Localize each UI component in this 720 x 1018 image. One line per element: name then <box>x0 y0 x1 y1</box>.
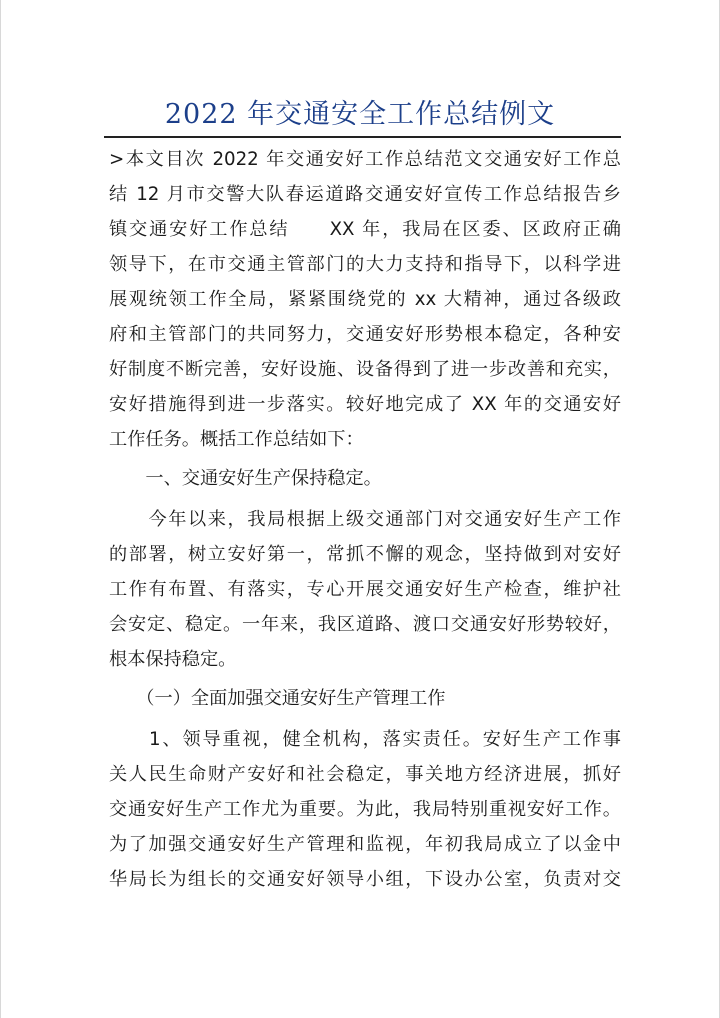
section-heading: 一、交通安好生产保持稳定。 <box>109 468 382 489</box>
text-line: 展观统领工作全局，紧紧围绕党的 xx 大精神，通过各级政 <box>109 289 621 310</box>
text-line: 华局长为组长的交通安好领导小组，下设办公室，负责对交 <box>109 869 621 890</box>
text-line: 1、领导重视，健全机构，落实责任。安好生产工作事 <box>109 729 621 750</box>
text-line: 为了加强交通安好生产管理和监视，年初我局成立了以金中 <box>109 834 621 855</box>
text-line: 府和主管部门的共同努力，交通安好形势根本稳定，各种安 <box>109 324 621 345</box>
document-title: 2022 年交通安全工作总结例文 <box>164 99 556 130</box>
text-line: >本文目次 2022 年交通安好工作总结范文交通安好工作总 <box>109 149 621 170</box>
text-line: 镇交通安好工作总结 XX 年，我局在区委、区政府正确 <box>109 219 621 240</box>
title-underline <box>104 136 621 138</box>
text-line: 工作有布置、有落实，专心开展交通安好生产检查，维护社 <box>109 579 621 600</box>
text-line: 关人民生命财产安好和社会稳定，事关地方经济进展，抓好 <box>109 764 621 785</box>
text-line: 工作任务。概括工作总结如下： <box>109 429 364 450</box>
text-line: 安好措施得到进一步落实。较好地完成了 XX 年的交通安好 <box>109 394 621 415</box>
text-line: 交通安好生产工作尤为重要。为此，我局特别重视安好工作。 <box>109 799 621 820</box>
text-line: 会安定、稳定。一年来，我区道路、渡口交通安好形势较好， <box>109 614 621 635</box>
text-line: 的部署，树立安好第一，常抓不懈的观念，坚持做到对安好 <box>109 544 621 565</box>
document-body <box>109 142 621 897</box>
text-line: 领导下，在市交通主管部门的大力支持和指导下，以科学进 <box>109 254 621 275</box>
text-line: 今年以来，我局根据上级交通部门对交通安好生产工作 <box>109 509 621 530</box>
text-line: 好制度不断完善，安好设施、设备得到了进一步改善和充实， <box>109 359 621 380</box>
text-line: 结 12 月市交警大队春运道路交通安好宣传工作总结报告乡 <box>109 184 621 205</box>
text-line: 根本保持稳定。 <box>109 649 237 670</box>
subsection-heading: （一）全面加强交通安好生产管理工作 <box>109 688 446 709</box>
